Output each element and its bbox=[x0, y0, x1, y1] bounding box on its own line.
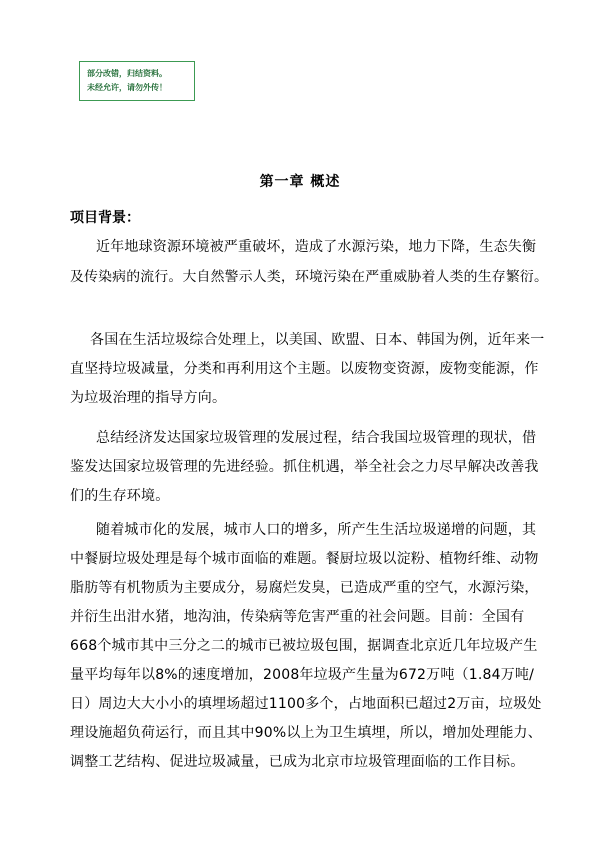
paragraph-4-line-9: 调整工艺结构、促进垃圾减量，已成为北京市垃圾管理面临的工作目标。 bbox=[70, 754, 525, 770]
paragraph-2-line-2: 直坚持垃圾减量，分类和再利用这个主题。以废物变资源，废物变能源，作 bbox=[70, 361, 539, 377]
paragraph-4-line-3: 脂肪等有机物质为主要成分，易腐烂发臭，已造成严重的空气，水源污染， bbox=[70, 580, 539, 596]
section-heading: 项目背景： bbox=[70, 210, 140, 226]
chapter-title: 第一章 概述 bbox=[259, 174, 341, 190]
paragraph-1-line-1: 近年地球资源环境被严重破坏，造成了水源污染，地力下降，生态失衡 bbox=[96, 239, 537, 255]
stamp-line-1: 部分改错，归结资料。 bbox=[87, 69, 167, 78]
paragraph-3-line-1: 总结经济发达国家垃圾管理的发展过程，结合我国垃圾管理的现状，借 bbox=[96, 430, 537, 446]
paragraph-2-line-3: 为垃圾治理的指导方向。 bbox=[70, 390, 227, 406]
stamp-line-2: 未经允许，请勿外传！ bbox=[87, 83, 167, 92]
notice-stamp bbox=[79, 61, 195, 101]
paragraph-1-line-2: 及传染病的流行。大自然警示人类，环境污染在严重威胁着人类的生存繁衍。 bbox=[70, 269, 549, 285]
paragraph-4-line-7: 日）周边大大小小的填埋场超过1100多个，占地面积已超过2万亩，垃圾处 bbox=[70, 696, 542, 712]
paragraph-4-line-2: 中餐厨垃圾处理是每个城市面临的难题。餐厨垃圾以淀粉、植物纤维、动物 bbox=[70, 551, 539, 567]
paragraph-3-line-3: 们的生存环境。 bbox=[70, 488, 170, 504]
paragraph-4-line-1: 随着城市化的发展，城市人口的增多，所产生生活垃圾递增的问题，其 bbox=[96, 522, 537, 538]
paragraph-4-line-6: 量平均每年以8%的速度增加，2008年垃圾产生量为672万吨（1.84万吨/ bbox=[70, 667, 535, 683]
paragraph-4-line-4: 并衍生出泔水猪，地沟油，传染病等危害严重的社会问题。目前：全国有 bbox=[70, 609, 525, 625]
paragraph-4-line-8: 理设施超负荷运行，而且其中90%以上为卫生填埋，所以，增加处理能力、 bbox=[70, 725, 542, 741]
paragraph-2-line-1: 各国在生活垃圾综合处理上，以美国、欧盟、日本、韩国为例，近年来一 bbox=[90, 332, 545, 348]
paragraph-4-line-5: 668个城市其中三分之二的城市已被垃圾包围，据调查北京近几年垃圾产生 bbox=[70, 638, 538, 654]
paragraph-3-line-2: 鉴发达国家垃圾管理的先进经验。抓住机遇，举全社会之力尽早解决改善我 bbox=[70, 459, 539, 475]
